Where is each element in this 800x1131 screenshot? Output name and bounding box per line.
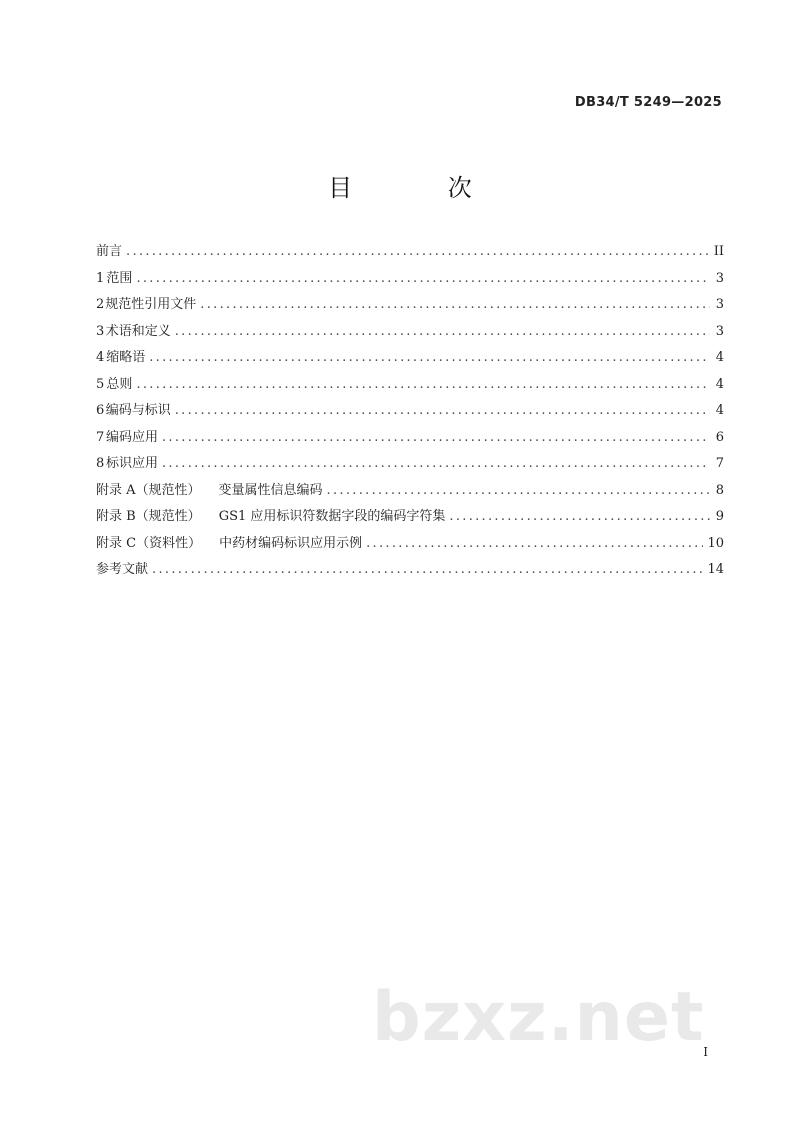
toc-entry-annex-b[interactable] [96,505,724,532]
toc-entry-2[interactable] [96,293,724,320]
toc-leader-dots [136,271,710,286]
toc-entry-page: II [713,244,724,259]
toc-entry-label: 编码应用 [105,429,158,445]
toc-entry-6[interactable] [96,399,724,426]
toc-leader-dots [126,244,710,259]
toc-entry-annex-a[interactable] [96,479,724,506]
toc-entry-page: 14 [707,562,724,577]
toc-entry-page: 10 [707,535,724,551]
toc-entry-number: 2 [96,297,105,312]
toc-entry-label: 标识应用 [105,456,158,471]
toc-leader-dots [449,509,710,524]
toc-entry-label: 范围 [106,270,133,286]
annex-designation: 附录 A（规范性） [96,482,201,498]
toc-entry-number: 7 [96,429,105,445]
toc-leader-dots [162,456,710,471]
toc-entry-7[interactable] [96,426,724,453]
toc-entry-label: 参考文献 [96,562,149,577]
toc-entry-number: 1 [96,270,105,286]
toc-leader-dots [149,350,710,365]
annex-designation: 附录 B（规范性） [96,509,201,524]
toc-entry-bibliography[interactable] [96,558,724,585]
toc-entry-page: 4 [715,350,724,365]
toc-entry-label: 前言 [96,244,123,259]
annex-title: 变量属性信息编码 [218,482,323,498]
toc-leader-dots [200,297,710,312]
toc-entry-5[interactable] [96,373,724,400]
toc-entry-page: 3 [715,270,724,286]
toc-leader-dots [175,324,710,339]
toc-entry-label [96,532,362,551]
annex-designation: 附录 C（资料性） [96,535,202,551]
toc-entry-page: 8 [715,482,724,498]
toc-entry-4[interactable] [96,346,724,373]
toc-entry-number: 6 [96,403,105,418]
toc-entry-page: 7 [715,456,724,471]
toc-leader-dots [136,377,710,392]
toc-entry-page: 3 [715,323,724,339]
table-of-contents [96,240,724,585]
toc-entry-1[interactable] [96,267,724,294]
toc-entry-label: 规范性引用文件 [105,297,197,312]
toc-entry-3[interactable] [96,320,724,347]
toc-entry-number: 4 [96,350,105,365]
toc-entry-page: 6 [715,429,724,445]
watermark: bzxz.net [372,978,705,1057]
toc-entry-label [96,479,323,498]
toc-entry-foreword[interactable] [96,240,724,267]
toc-entry-page: 4 [715,376,724,392]
toc-entry-label [96,505,445,524]
toc-entry-page: 9 [715,509,724,524]
toc-entry-annex-c[interactable] [96,532,724,559]
toc-leader-dots [366,536,703,551]
toc-entry-label: 总则 [106,376,133,392]
page-number: I [703,1045,708,1059]
document-code: DB34/T 5249—2025 [574,95,722,110]
toc-entry-number: 3 [96,323,105,339]
toc-leader-dots [162,430,710,445]
toc-entry-8[interactable] [96,452,724,479]
annex-title: 中药材编码标识应用示例 [219,535,363,551]
annex-title: GS1 应用标识符数据字段的编码字符集 [218,509,446,524]
toc-entry-page: 4 [715,403,724,418]
toc-entry-label: 编码与标识 [105,403,171,418]
toc-title: 目 次 [328,174,516,202]
toc-leader-dots [152,562,703,577]
toc-entry-label: 术语和定义 [105,323,171,339]
toc-entry-number: 5 [96,376,105,392]
toc-entry-number: 8 [96,456,105,471]
toc-leader-dots [175,403,710,418]
toc-leader-dots [327,483,710,498]
toc-entry-page: 3 [715,297,724,312]
toc-entry-label: 缩略语 [106,350,146,365]
